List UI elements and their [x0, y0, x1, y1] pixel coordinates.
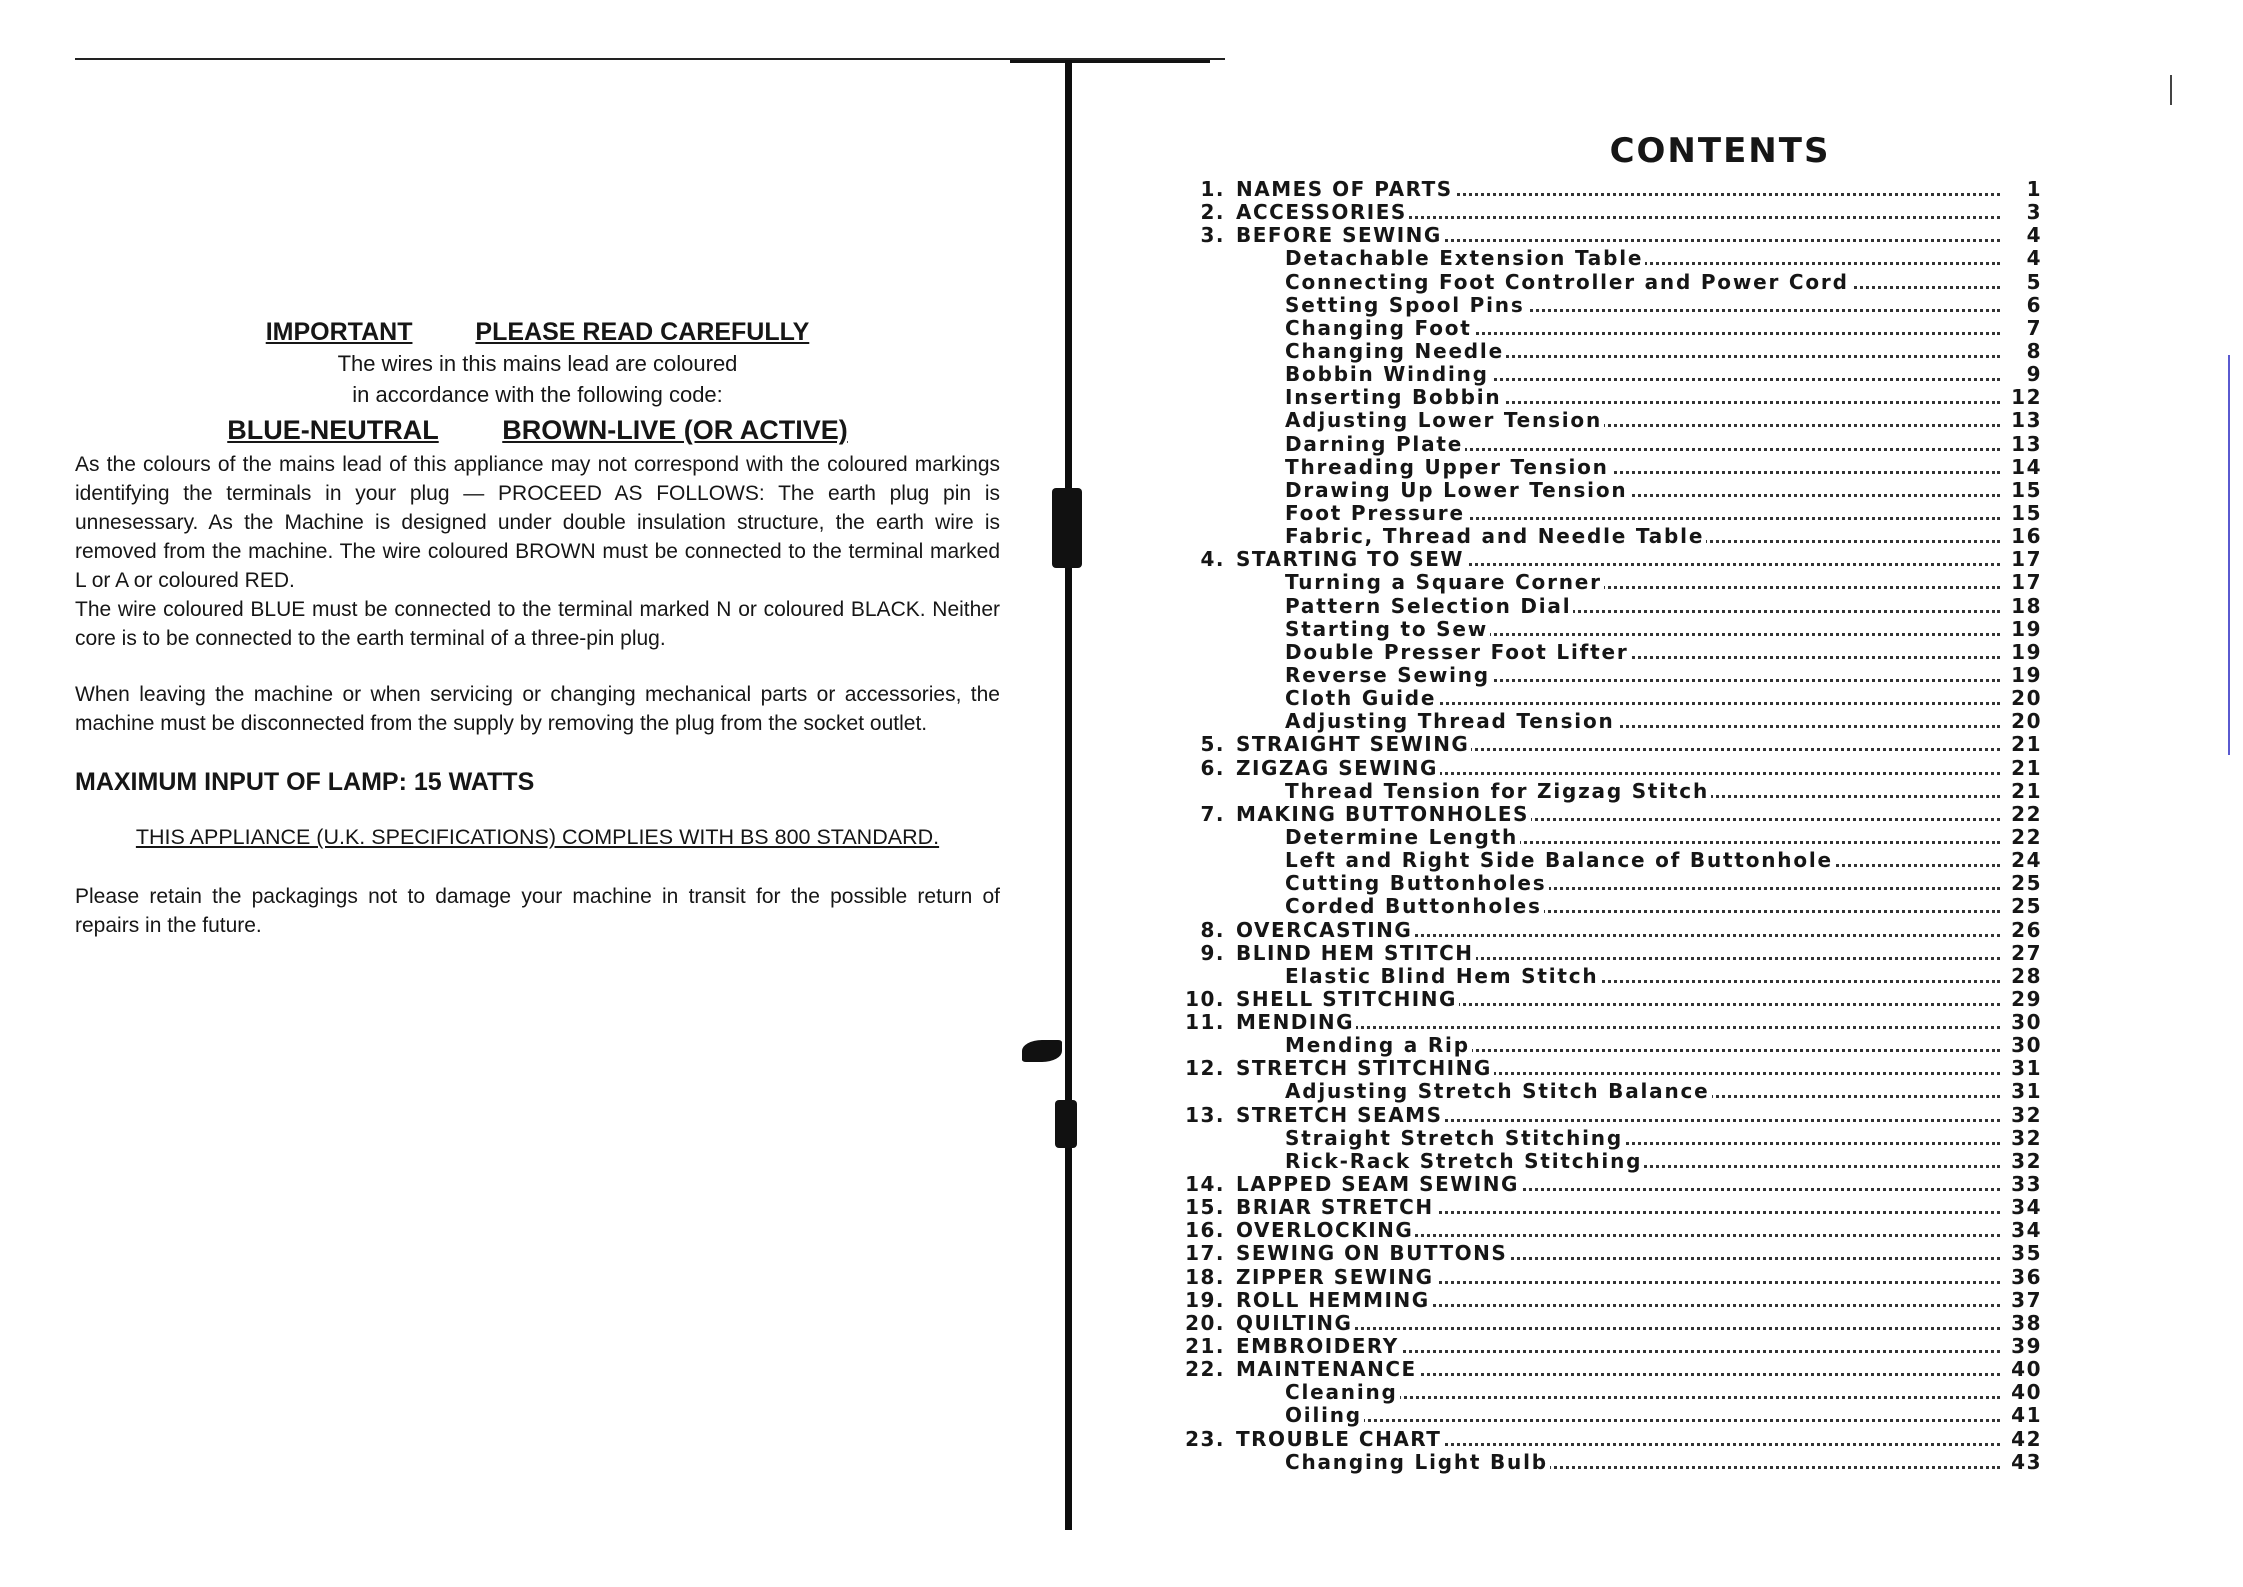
toc-entry-label: ACCESSORIES [1236, 200, 1407, 225]
toc-dot-leader [1285, 1419, 2000, 1422]
toc-entry-page: 41 [2000, 1404, 2042, 1427]
toc-entry-page: 35 [2000, 1242, 2042, 1265]
toc-entry-number: 2. [1200, 200, 1225, 225]
toc-entry-page: 17 [2000, 571, 2042, 594]
toc-entry-label: Drawing Up Lower Tension [1285, 477, 1628, 502]
toc-entry-page: 22 [2000, 803, 2042, 826]
toc-entry [1080, 1266, 2243, 1289]
toc-entry-label: Adjusting Thread Tension [1285, 709, 1615, 734]
toc-entry-page: 38 [2000, 1312, 2042, 1335]
toc-entry [1080, 1150, 2243, 1173]
toc-entry [1080, 664, 2243, 687]
toc-entry-page: 3 [2000, 201, 2042, 224]
wire-code-heading [75, 415, 1000, 446]
toc-entry-page: 12 [2000, 386, 2042, 409]
toc-entry-number: 10. [1185, 986, 1225, 1011]
toc-entry [1080, 803, 2243, 826]
toc-entry [1080, 895, 2243, 918]
toc-entry-label: SEWING ON BUTTONS [1236, 1241, 1508, 1266]
toc-entry [1080, 201, 2243, 224]
toc-entry-page: 42 [2000, 1428, 2042, 1451]
toc-entry-label: OVERCASTING [1236, 917, 1413, 942]
toc-entry-label: Rick-Rack Stretch Stitching [1285, 1148, 1643, 1173]
safety-notice [75, 318, 1000, 940]
toc-entry [1080, 1034, 2243, 1057]
toc-entry-page: 21 [2000, 733, 2042, 756]
toc-entry-label: Determine Length [1285, 824, 1519, 849]
toc-entry-label: ROLL HEMMING [1236, 1287, 1430, 1312]
toc-entry-page: 20 [2000, 687, 2042, 710]
toc-entry [1080, 710, 2243, 733]
contents-title: CONTENTS [1609, 131, 1831, 171]
toc-entry-page: 26 [2000, 919, 2042, 942]
toc-entry [1080, 1428, 2243, 1451]
toc-entry-label: Foot Pressure [1285, 500, 1465, 525]
toc-entry [1080, 294, 2243, 317]
toc-entry-number: 4. [1200, 547, 1225, 572]
toc-entry-number: 14. [1185, 1172, 1225, 1197]
toc-entry [1080, 733, 2243, 756]
toc-entry-number: 5. [1200, 732, 1225, 757]
toc-entry-number: 16. [1185, 1218, 1225, 1243]
toc-entry-page: 5 [2000, 271, 2042, 294]
toc-entry-number: 6. [1200, 755, 1225, 780]
toc-entry [1080, 1335, 2243, 1358]
toc-entry-label: Adjusting Stretch Stitch Balance [1285, 1079, 1710, 1104]
toc-entry-label: Left and Right Side Balance of Buttonhole [1285, 848, 1833, 873]
toc-entry [1080, 641, 2243, 664]
toc-entry [1080, 988, 2243, 1011]
toc-entry [1080, 271, 2243, 294]
toc-entry-page: 40 [2000, 1358, 2042, 1381]
toc-entry-page: 4 [2000, 247, 2042, 270]
toc-entry-label: Threading Upper Tension [1285, 454, 1609, 479]
toc-entry-page: 19 [2000, 664, 2042, 687]
toc-entry [1080, 687, 2243, 710]
toc-entry [1080, 479, 2243, 502]
toc-entry-page: 37 [2000, 1289, 2042, 1312]
toc-entry [1080, 386, 2243, 409]
compliance-statement: THIS APPLIANCE (U.K. SPECIFICATIONS) COMPLIES WITH BS 800 STANDARD. [135, 825, 940, 849]
toc-entry-number: 12. [1185, 1056, 1225, 1081]
toc-entry-page: 15 [2000, 479, 2042, 502]
toc-entry [1080, 433, 2243, 456]
toc-entry-page: 20 [2000, 710, 2042, 733]
toc-entry [1080, 1080, 2243, 1103]
toc-entry [1080, 965, 2243, 988]
toc-entry-page: 19 [2000, 641, 2042, 664]
toc-entry-label: MAKING BUTTONHOLES [1236, 801, 1529, 826]
toc-entry-label: Fabric, Thread and Needle Table [1285, 524, 1705, 549]
blue-neutral-label: BLUE-NEUTRAL [227, 415, 439, 445]
toc-entry-label: Connecting Foot Controller and Power Cord [1285, 269, 1849, 294]
table-of-contents [1080, 178, 2243, 1474]
toc-entry-label: Cutting Buttonholes [1285, 871, 1547, 896]
toc-entry-number: 13. [1185, 1102, 1225, 1127]
toc-entry [1080, 1196, 2243, 1219]
toc-entry-page: 34 [2000, 1196, 2042, 1219]
toc-entry-page: 21 [2000, 757, 2042, 780]
toc-entry [1080, 595, 2243, 618]
toc-entry-page: 17 [2000, 548, 2042, 571]
toc-entry-label: LAPPED SEAM SEWING [1236, 1172, 1519, 1197]
toc-entry-label: Inserting Bobbin [1285, 385, 1502, 410]
lamp-rating: MAXIMUM INPUT OF LAMP: 15 WATTS [75, 768, 535, 796]
toc-entry-page: 9 [2000, 363, 2042, 386]
left-page [0, 0, 1060, 1587]
toc-entry-page: 22 [2000, 826, 2042, 849]
intro-line: in accordance with the following code: [352, 382, 723, 407]
toc-entry [1080, 849, 2243, 872]
toc-entry-page: 30 [2000, 1011, 2042, 1034]
toc-entry-label: Changing Needle [1285, 338, 1504, 363]
toc-entry-number: 3. [1200, 223, 1225, 248]
toc-entry-page: 30 [2000, 1034, 2042, 1057]
toc-entry-page: 14 [2000, 456, 2042, 479]
toc-entry-page: 13 [2000, 409, 2042, 432]
toc-entry-page: 6 [2000, 294, 2042, 317]
toc-entry [1080, 1289, 2243, 1312]
toc-entry [1080, 247, 2243, 270]
toc-entry [1080, 571, 2243, 594]
toc-entry-page: 19 [2000, 618, 2042, 641]
toc-entry [1080, 826, 2243, 849]
toc-entry-label: BEFORE SEWING [1236, 223, 1442, 248]
toc-entry-page: 31 [2000, 1057, 2042, 1080]
toc-entry [1080, 409, 2243, 432]
toc-entry-label: STRAIGHT SEWING [1236, 732, 1470, 757]
toc-entry [1080, 1011, 2243, 1034]
toc-entry-number: 18. [1185, 1264, 1225, 1289]
toc-entry [1080, 1404, 2243, 1427]
toc-entry-label: Double Presser Foot Lifter [1285, 639, 1629, 664]
toc-entry-label: QUILTING [1236, 1310, 1353, 1335]
toc-entry-page: 29 [2000, 988, 2042, 1011]
toc-entry [1080, 1312, 2243, 1335]
toc-entry-label: STRETCH STITCHING [1236, 1056, 1492, 1081]
toc-entry-page: 28 [2000, 965, 2042, 988]
toc-entry-label: Adjusting Lower Tension [1285, 408, 1603, 433]
toc-entry-page: 31 [2000, 1080, 2042, 1103]
toc-entry-page: 16 [2000, 525, 2042, 548]
toc-entry [1080, 1127, 2243, 1150]
toc-entry-label: MENDING [1236, 1010, 1354, 1035]
toc-entry [1080, 1219, 2243, 1242]
blue-wire-paragraph: The wire coloured BLUE must be connected to the terminal marked N or coloured BLACK. Neither core is to be connected to the earth terminal of a three-pin plug. [75, 598, 1000, 650]
toc-entry-label: Thread Tension for Zigzag Stitch [1285, 778, 1710, 803]
toc-entry [1080, 919, 2243, 942]
toc-entry-number: 22. [1185, 1357, 1225, 1382]
toc-entry-page: 18 [2000, 595, 2042, 618]
toc-entry [1080, 224, 2243, 247]
toc-entry-page: 40 [2000, 1381, 2042, 1404]
toc-entry [1080, 1173, 2243, 1196]
brown-live-label: BROWN-LIVE (OR ACTIVE) [502, 415, 848, 445]
toc-entry-page: 1 [2000, 178, 2042, 201]
toc-entry-label: Mending a Rip [1285, 1033, 1470, 1058]
toc-entry-label: MAINTENANCE [1236, 1357, 1417, 1382]
toc-entry-label: Bobbin Winding [1285, 362, 1489, 387]
toc-entry-label: Elastic Blind Hem Stitch [1285, 963, 1599, 988]
toc-entry-label: ZIPPER SEWING [1236, 1264, 1434, 1289]
toc-entry-label: NAMES OF PARTS [1236, 177, 1453, 201]
toc-entry [1080, 525, 2243, 548]
toc-entry [1080, 1104, 2243, 1127]
toc-entry-page: 32 [2000, 1150, 2042, 1173]
important-heading: IMPORTANT [265, 318, 413, 346]
toc-entry-label: Detachable Extension Table [1285, 246, 1644, 271]
toc-entry-page: 15 [2000, 502, 2042, 525]
toc-entry-number: 15. [1185, 1195, 1225, 1220]
toc-entry [1080, 942, 2243, 965]
toc-entry-page: 39 [2000, 1335, 2042, 1358]
toc-entry-number: 23. [1185, 1426, 1225, 1451]
toc-entry-label: STRETCH SEAMS [1236, 1102, 1443, 1127]
toc-entry-label: Reverse Sewing [1285, 662, 1490, 687]
toc-entry [1080, 757, 2243, 780]
toc-entry-number: 21. [1185, 1334, 1225, 1359]
packaging-paragraph: Please retain the packagings not to damage your machine in transit for the possible return of repairs in the future. [75, 885, 1000, 937]
toc-entry-label: BLIND HEM STITCH [1236, 940, 1474, 965]
toc-entry-page: 34 [2000, 1219, 2042, 1242]
toc-entry [1080, 1451, 2243, 1474]
toc-entry [1080, 780, 2243, 803]
toc-entry-label: Darning Plate [1285, 431, 1464, 456]
toc-entry-label: Turning a Square Corner [1285, 570, 1602, 595]
toc-entry-label: ZIGZAG SEWING [1236, 755, 1438, 780]
toc-entry-label: Changing Foot [1285, 315, 1472, 340]
toc-entry [1080, 548, 2243, 571]
notice-heading [75, 318, 1000, 347]
toc-entry [1080, 502, 2243, 525]
toc-entry [1080, 872, 2243, 895]
toc-entry-page: 8 [2000, 340, 2042, 363]
toc-entry [1080, 618, 2243, 641]
toc-entry-page: 33 [2000, 1173, 2042, 1196]
toc-entry [1080, 1242, 2243, 1265]
toc-entry-page: 32 [2000, 1127, 2042, 1150]
read-carefully-heading: PLEASE READ CAREFULLY [475, 318, 810, 346]
toc-entry-label: Starting to Sew [1285, 616, 1488, 641]
right-page [1080, 0, 2243, 1587]
toc-entry-page: 4 [2000, 224, 2042, 247]
toc-entry-label: EMBROIDERY [1236, 1334, 1399, 1359]
toc-entry-label: Straight Stretch Stitching [1285, 1125, 1623, 1150]
toc-entry-number: 8. [1200, 917, 1225, 942]
toc-entry-page: 27 [2000, 942, 2042, 965]
toc-entry-page: 24 [2000, 849, 2042, 872]
toc-entry-label: Cleaning [1285, 1380, 1398, 1405]
toc-entry-number: 17. [1185, 1241, 1225, 1266]
toc-entry [1080, 456, 2243, 479]
toc-entry-page: 7 [2000, 317, 2042, 340]
toc-entry-label: OVERLOCKING [1236, 1218, 1414, 1243]
disconnect-paragraph: When leaving the machine or when servicing or changing mechanical parts or accessories, the machine must be disconnected from the supply by removing the plug from the socket outlet. [75, 683, 1000, 735]
toc-entry-label: Oiling [1285, 1403, 1362, 1428]
toc-entry-number: 9. [1200, 940, 1225, 965]
toc-entry-label: Pattern Selection Dial [1285, 593, 1572, 618]
toc-entry-number: 20. [1185, 1310, 1225, 1335]
toc-entry [1080, 1358, 2243, 1381]
toc-entry-label: Changing Light Bulb [1285, 1449, 1548, 1474]
toc-entry-page: 13 [2000, 433, 2042, 456]
toc-entry [1080, 340, 2243, 363]
toc-entry-number: 1. [1200, 177, 1225, 201]
toc-entry [1080, 317, 2243, 340]
toc-entry-page: 36 [2000, 1266, 2042, 1289]
toc-entry-label: TROUBLE CHART [1236, 1426, 1442, 1451]
toc-entry-label: BRIAR STRETCH [1236, 1195, 1434, 1220]
toc-entry-page: 32 [2000, 1104, 2042, 1127]
toc-entry-label: Corded Buttonholes [1285, 894, 1542, 919]
toc-entry [1080, 1057, 2243, 1080]
toc-entry-label: Setting Spool Pins [1285, 292, 1525, 317]
toc-entry-label: SHELL STITCHING [1236, 986, 1457, 1011]
binding-spine [1065, 60, 1072, 1530]
toc-entry-number: 7. [1200, 801, 1225, 826]
toc-entry [1080, 178, 2243, 201]
toc-entry [1080, 363, 2243, 386]
toc-entry [1080, 1381, 2243, 1404]
wiring-instructions-paragraph: As the colours of the mains lead of this appliance may not correspond with the coloured markings identifying the terminals in your plug — PROCEED AS FOLLOWS: The earth plug pin is unnesessary. As the Machine is designed under double insulation structure, the earth wire is removed from the machine. The wire coloured BROWN must be connected to the terminal marked L or A or coloured RED. [75, 453, 1000, 592]
intro-line: The wires in this mains lead are coloured [337, 351, 738, 376]
toc-entry-label: Cloth Guide [1285, 686, 1437, 711]
toc-entry-page: 43 [2000, 1451, 2042, 1474]
toc-entry-page: 25 [2000, 895, 2042, 918]
toc-entry-page: 21 [2000, 780, 2042, 803]
toc-entry-number: 11. [1185, 1010, 1225, 1035]
toc-entry-label: STARTING TO SEW [1236, 547, 1464, 572]
toc-entry-page: 25 [2000, 872, 2042, 895]
toc-entry-number: 19. [1185, 1287, 1225, 1312]
